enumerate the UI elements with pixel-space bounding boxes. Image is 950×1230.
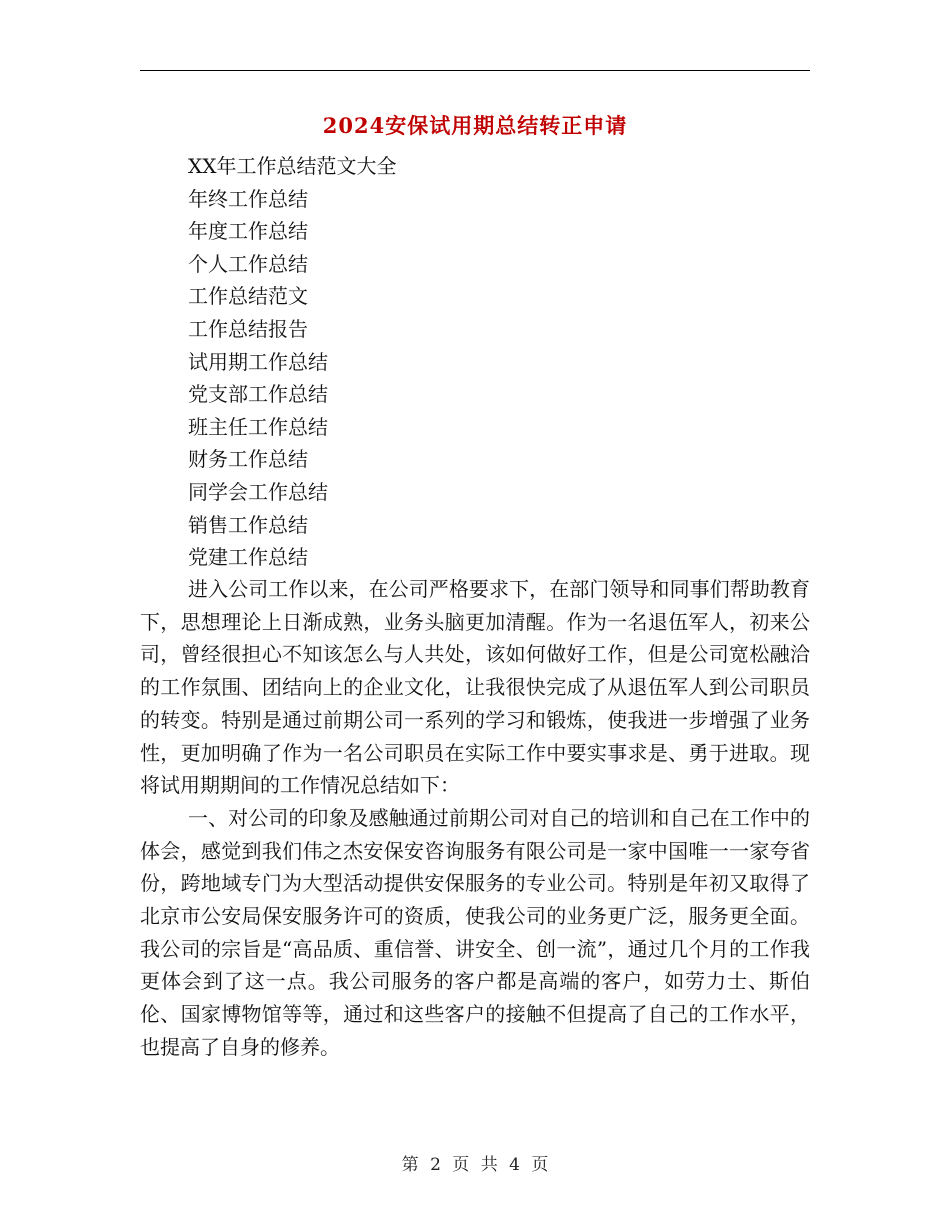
document-title: 2024安保试用期总结转正申请: [322, 113, 628, 138]
list-item: 班主任工作总结: [188, 414, 328, 439]
header-rule: [140, 70, 810, 71]
list-item: XX年工作总结范文大全: [188, 154, 397, 178]
list-item: 同学会工作总结: [188, 479, 328, 504]
body-paragraph: 一、对公司的印象及感触通过前期公司对自己的培训和自己在工作中的体会，感觉到我们伟之杰安保安咨询服务有限公司是一家中国唯一一家夸省份，跨地域专门为大型活动提供安保服务的专业公司。特别是年初又取得了北京市公安局保安服务许可的资质，使我公司的业务更广泛，服务更全面。我公司的宗旨是“高品质、重信誉、讲安全、创一流”，通过几个月的工作我更体会到了这一点。我公司服务的客户都是高端的客户，如劳力士、斯伯伦、国家博物馆等等，通过和这些客户的接触不但提高了自己的工作水平，也提高了自身的修养。: [140, 805, 810, 1059]
list-item: 个人工作总结: [188, 251, 308, 276]
list-item: 试用期工作总结: [188, 349, 328, 374]
list-item: 年终工作总结: [188, 186, 308, 211]
list-item: 党支部工作总结: [188, 382, 328, 407]
topic-list: [188, 150, 396, 574]
document-body: [140, 573, 810, 1064]
body-paragraph: 进入公司工作以来，在公司严格要求下，在部门领导和同事们帮助教育下，思想理论上日渐成熟，业务头脑更加清醒。作为一名退伍军人，初来公司，曾经很担心不知该怎么与人共处，该如何做好工作，但是公司宽松融洽的工作氛围、团结向上的企业文化，让我很快完成了从退伍军人到公司职员的转变。特别是通过前期公司一系列的学习和锻炼，使我进一步增强了业务性，更加明确了作为一名公司职员在实际工作中要实事求是、勇于进取。现将试用期期间的工作情况总结如下：: [140, 577, 810, 798]
list-item: 党建工作总结: [188, 545, 308, 570]
list-item: 工作总结范文: [188, 284, 308, 309]
page-footer: 第 2 页 共 4 页: [401, 1155, 549, 1175]
list-item: 年度工作总结: [188, 219, 308, 244]
list-item: 财务工作总结: [188, 447, 308, 472]
list-item: 工作总结报告: [188, 316, 308, 341]
list-item: 销售工作总结: [188, 512, 308, 537]
